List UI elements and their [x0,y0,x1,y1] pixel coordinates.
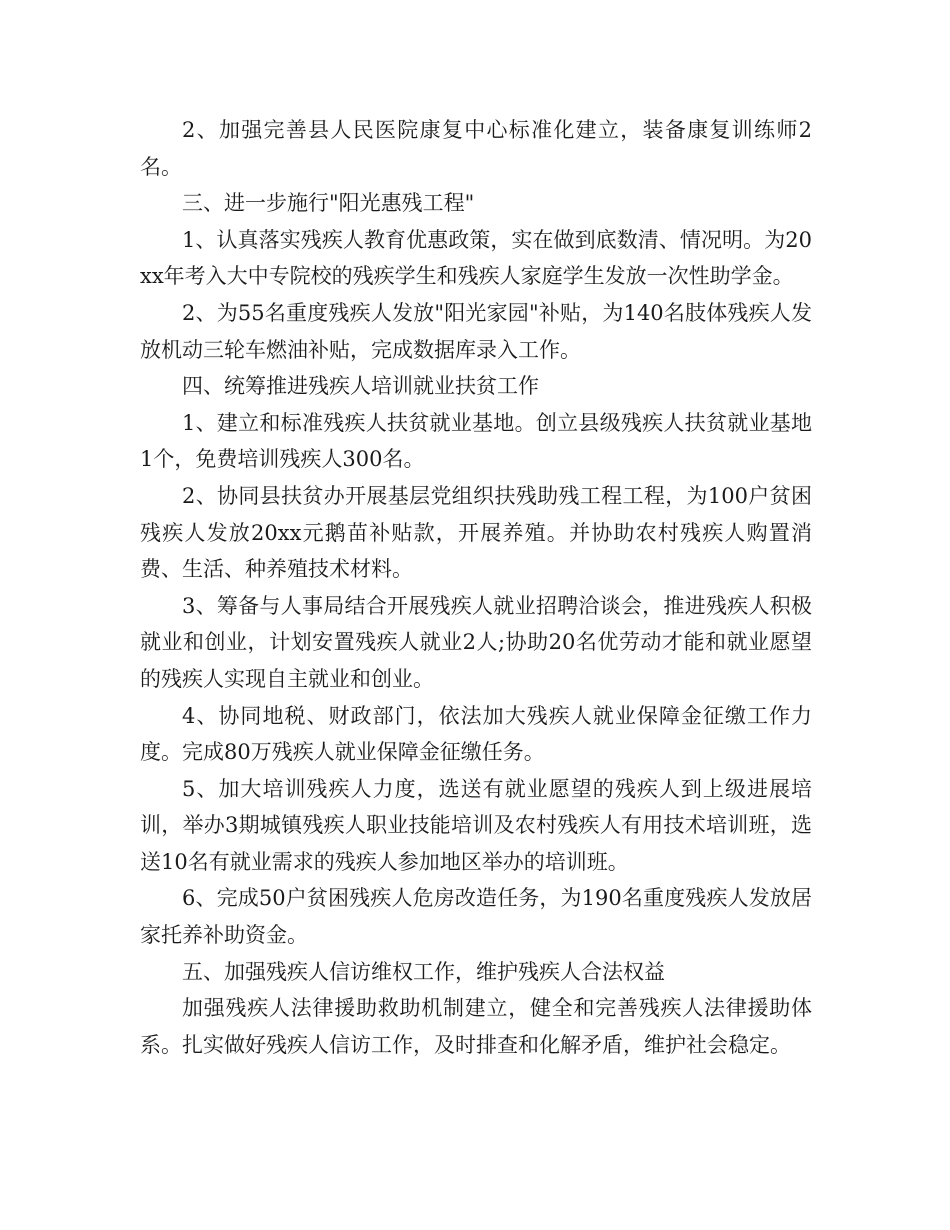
section-heading-sunshine-project: 三、进一步施行"阳光惠残工程" [182,191,475,216]
paragraph-poverty-relief: 2、协同县扶贫办开展基层党组织扶残助残工程工程，为100户贫困残疾人发放20xx元鹅苗补贴款，开展养殖。并协助农村残疾人购置消费、生活、种养殖技术材料。 [140,483,812,582]
paragraph-job-fair: 3、筹备与人事局结合开展残疾人就业招聘洽谈会，推进残疾人积极就业和创业，计划安置残疾人就业2人;协助20名优劳动才能和就业愿望的残疾人实现自主就业和创业。 [140,593,812,691]
document-body [140,112,812,1063]
paragraph-rehab-center: 2、加强完善县人民医院康复中心标准化建立，装备康复训练师2名。 [140,118,812,179]
paragraph-employment-base: 1、建立和标准残疾人扶贫就业基地。创立县级残疾人扶贫就业基地1个，免费培训残疾人300名。 [140,410,812,472]
section-heading-petition-rights: 五、加强残疾人信访维权工作，维护残疾人合法权益 [182,959,665,984]
paragraph-education-policy: 1、认真落实残疾人教育优惠政策，实在做到底数清、情况明。为20xx年考入大中专院校的残疾学生和残疾人家庭学生发放一次性助学金。 [140,227,812,289]
paragraph-housing-renovation: 6、完成50户贫困残疾人危房改造任务，为190名重度残疾人发放居家托养补助资金。 [140,886,812,948]
section-heading-training-employment: 四、统筹推进残疾人培训就业扶贫工作 [182,374,539,399]
paragraph-subsidies: 2、为55名重度残疾人发放"阳光家园"补贴，为140名肢体残疾人发放机动三轮车燃油补贴，完成数据库录入工作。 [140,300,812,362]
paragraph-legal-aid: 加强残疾人法律援助救助机制建立，健全和完善残疾人法律援助体系。扎实做好残疾人信访工作，及时排查和化解矛盾，维护社会稳定。 [140,996,812,1057]
paragraph-training-classes: 5、加大培训残疾人力度，选送有就业愿望的残疾人到上级进展培训，举办3期城镇残疾人职业技能培训及农村残疾人有用技术培训班，选送10名有就业需求的残疾人参加地区举办的培训班。 [140,776,812,874]
paragraph-employment-fund: 4、协同地税、财政部门，依法加大残疾人就业保障金征缴工作力度。完成80万残疾人就业保障金征缴任务。 [140,703,812,765]
